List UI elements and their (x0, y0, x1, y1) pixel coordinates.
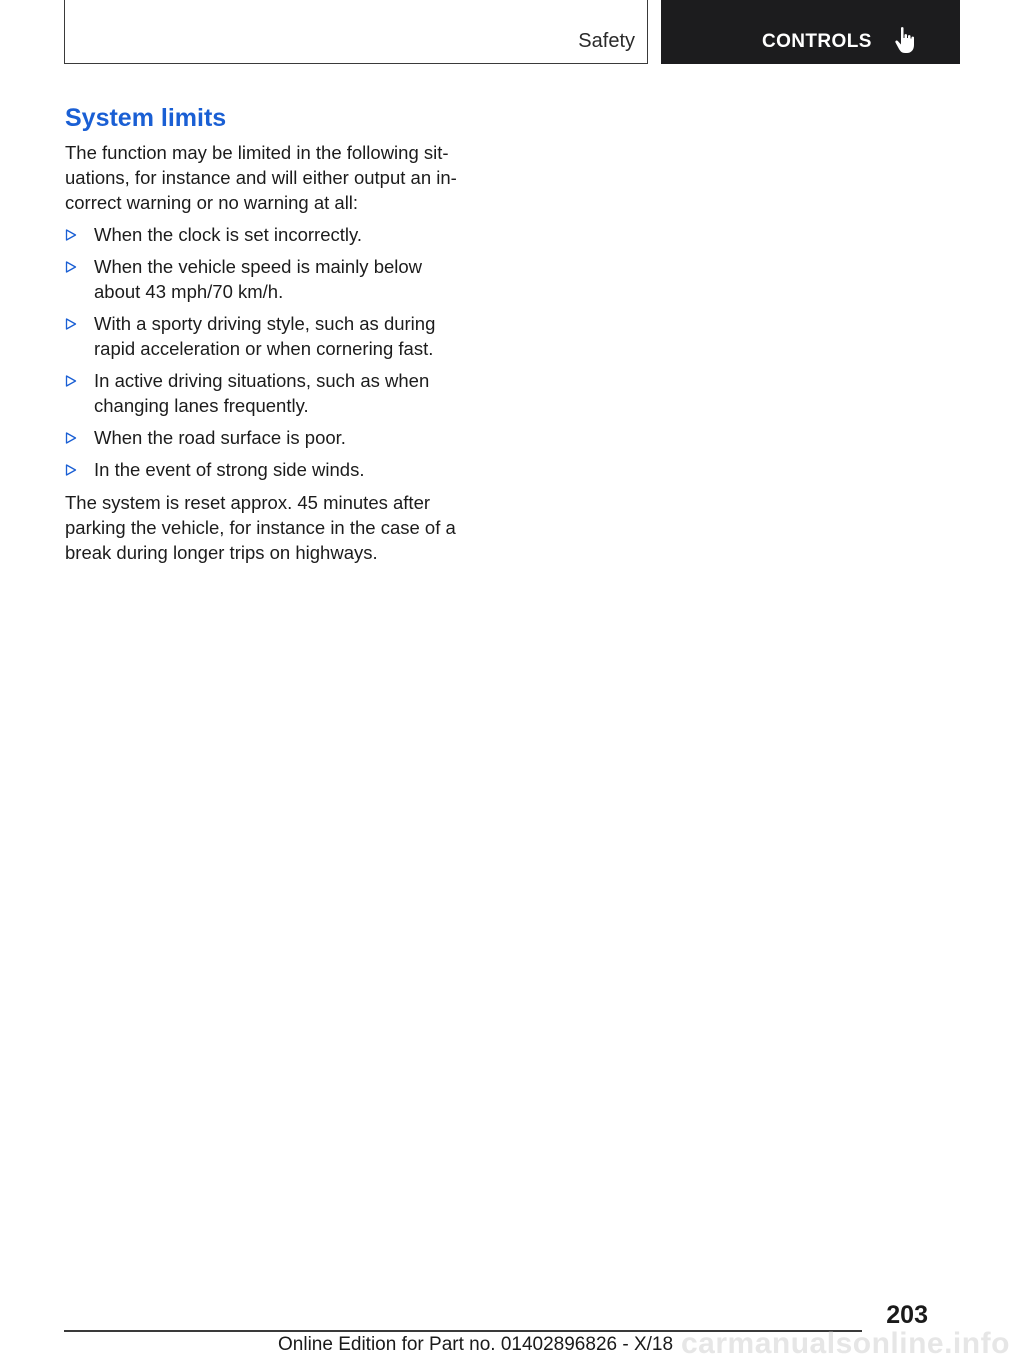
header-chapter-label: CONTROLS (762, 31, 872, 52)
page-number: 203 (886, 1301, 928, 1329)
header-section-box (64, 0, 648, 64)
list-item (65, 425, 470, 450)
list-item (65, 457, 470, 482)
triangle-right-outline-icon (65, 432, 77, 444)
list-item-text: When the clock is set incorrectly. (94, 224, 362, 245)
header-section-label: Safety (578, 30, 635, 52)
section-title: System limits (65, 104, 227, 132)
footer-edition-text: Online Edition for Part no. 01402896826 - X/18 (278, 1334, 674, 1355)
triangle-right-outline-icon (65, 261, 77, 273)
limits-list (65, 222, 470, 482)
list-item (65, 254, 470, 304)
main-content (65, 100, 470, 565)
header-chapter-tab[interactable] (661, 0, 960, 64)
intro-paragraph: The function may be limited in the following sit- uations, for instance and will either output an in- correct warning or no warning at all: (65, 142, 457, 213)
list-item (65, 222, 470, 247)
list-item-text: When the road surface is poor. (94, 427, 346, 448)
triangle-right-outline-icon (65, 464, 77, 476)
triangle-right-outline-icon (65, 229, 77, 241)
list-item-text: When the vehicle speed is mainly below about 43 mph/70 km/h. (94, 256, 423, 302)
triangle-right-outline-icon (65, 318, 77, 330)
triangle-right-outline-icon (65, 375, 77, 387)
list-item-text: In active driving situations, such as when changing lanes frequently. (94, 370, 430, 416)
list-item-text: In the event of strong side winds. (94, 459, 365, 480)
list-item (65, 311, 470, 361)
pointing-hand-icon (894, 26, 920, 54)
closing-paragraph: The system is reset approx. 45 minutes after parking the vehicle, for instance in the case of a break during longer trips on highways. (65, 492, 456, 563)
list-item-text: With a sporty driving style, such as during rapid acceleration or when cornering fast. (94, 313, 436, 359)
watermark: carmanualsonline.info (681, 1327, 1010, 1360)
list-item (65, 368, 470, 418)
